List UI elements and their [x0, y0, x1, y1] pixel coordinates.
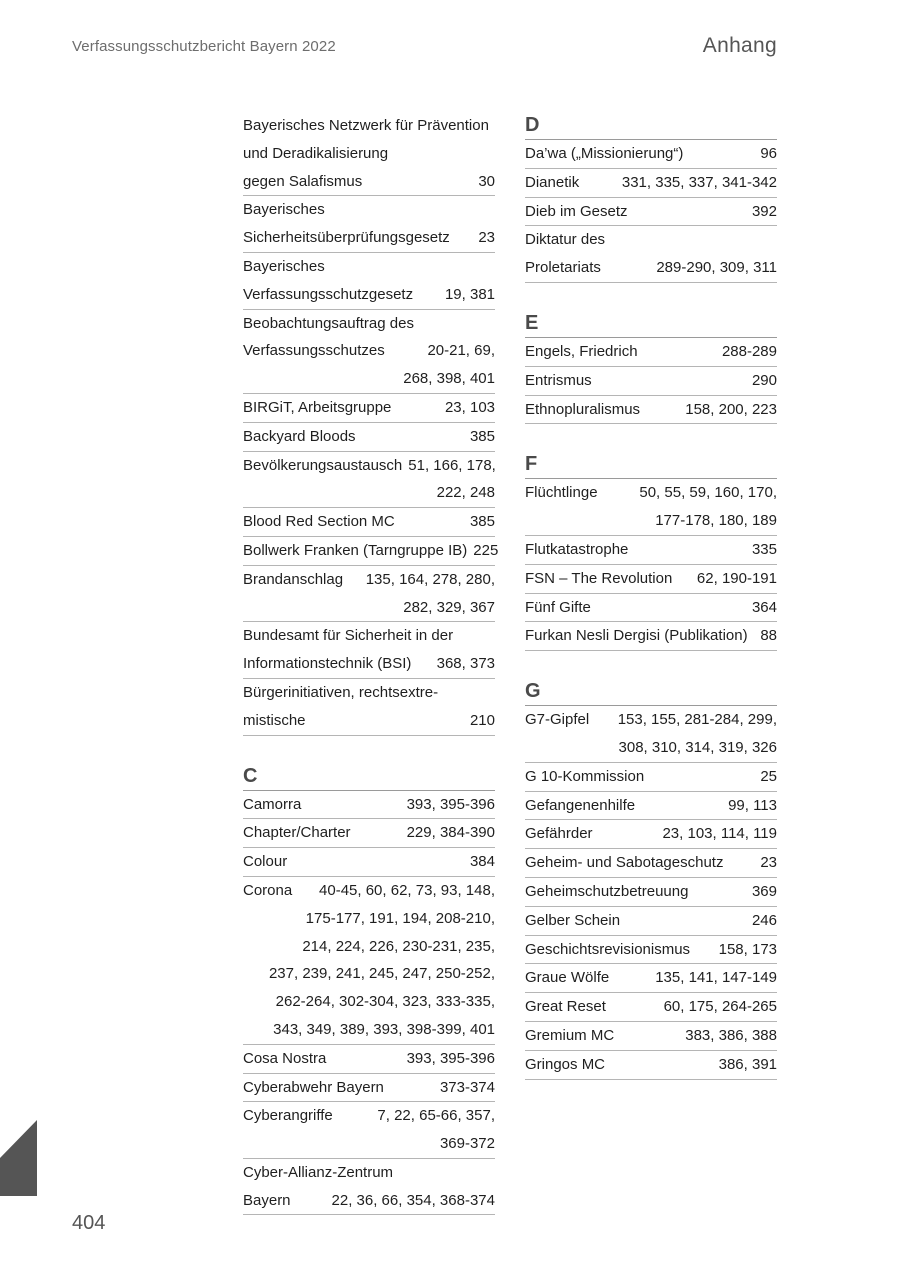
index-entry	[525, 964, 777, 993]
index-entry	[243, 253, 495, 310]
index-term: Informationstechnik (BSI)	[243, 655, 412, 673]
index-entry-line	[243, 1045, 495, 1073]
index-entry-line	[243, 988, 495, 1016]
index-term: Proletariats	[525, 259, 601, 277]
index-page-refs: 23	[760, 854, 777, 872]
index-entry-line	[525, 565, 777, 593]
index-entry	[525, 1051, 777, 1080]
index-term: Dianetik	[525, 173, 580, 191]
index-term: Beobachtungsauftrag des	[243, 314, 414, 332]
index-entry-line	[243, 791, 495, 819]
index-entry-line	[243, 168, 495, 196]
index-entry	[525, 936, 777, 965]
index-entry-line	[243, 594, 495, 622]
index-page-refs: 289-290, 309, 311	[656, 259, 777, 277]
index-term: gegen Salafismus	[243, 172, 363, 190]
index-entry-line	[525, 367, 777, 395]
index-page-refs: 30	[478, 172, 495, 190]
index-entry	[243, 1045, 495, 1074]
index-entry	[525, 820, 777, 849]
index-page-refs: 158, 173	[718, 940, 777, 958]
index-entry	[525, 226, 777, 283]
index-term: Cyberabwehr Bayern	[243, 1078, 384, 1096]
index-entry	[525, 1022, 777, 1051]
index-term: Da’wa („Missionierung“)	[525, 145, 684, 162]
index-page-refs: 343, 349, 389, 393, 398-399, 401	[273, 1020, 495, 1038]
index-entry	[525, 907, 777, 936]
index-entry	[243, 679, 495, 736]
index-term: Cyber-Allianz-Zentrum	[243, 1163, 394, 1181]
index-page-refs: 246	[751, 911, 777, 929]
index-entry-line	[525, 734, 777, 762]
index-entry	[243, 877, 495, 1045]
index-term: Bayerisches	[243, 257, 325, 275]
index-page-refs: 392	[751, 202, 777, 220]
index-entry	[525, 367, 777, 396]
index-page-refs: 40-45, 60, 62, 73, 93, 148,	[319, 881, 495, 899]
index-entry-line	[525, 1022, 777, 1050]
index-page-refs: 373-374	[439, 1078, 495, 1096]
index-entry	[525, 878, 777, 907]
index-page-refs: 153, 155, 281-284, 299,	[617, 711, 777, 729]
index-entry-line	[243, 281, 495, 309]
index-entry-line	[525, 198, 777, 226]
index-page-refs: 385	[469, 513, 495, 531]
index-term: Graue Wölfe	[525, 969, 610, 987]
index-entry-line	[525, 622, 777, 650]
index-column-left	[243, 112, 499, 1215]
index-entry	[243, 394, 495, 423]
index-page-refs: 175-177, 191, 194, 208-210,	[305, 909, 495, 927]
index-entry-line	[243, 337, 495, 365]
index-term: Bayerisches	[243, 201, 325, 219]
index-term: Cosa Nostra	[243, 1049, 327, 1067]
index-entry-line	[243, 196, 495, 224]
index-term: Gringos MC	[525, 1055, 606, 1073]
running-header-title: Verfassungsschutzbericht Bayern 2022	[72, 38, 336, 55]
index-entry-line	[525, 907, 777, 935]
index-term: Bayern	[243, 1191, 291, 1209]
index-term: Flutkatastrophe	[525, 540, 629, 558]
index-entry-line	[525, 706, 777, 734]
index-letter-heading: G	[525, 678, 777, 706]
index-page-refs: 23, 103	[444, 398, 495, 416]
index-page-refs: 282, 329, 367	[403, 598, 495, 616]
index-entry-line	[243, 960, 495, 988]
index-entry	[243, 1074, 495, 1103]
index-term: Bayerisches Netzwerk für Prävention	[243, 117, 489, 134]
index-page-refs: 19, 381	[444, 285, 495, 303]
section-title: Anhang	[702, 34, 777, 57]
index-entry	[243, 1159, 495, 1216]
index-term: Bundesamt für Sicherheit in der	[243, 627, 454, 645]
index-term: Ethnopluralismus	[525, 400, 641, 418]
index-entry-line	[243, 1187, 495, 1215]
index-page-refs: 364	[751, 598, 777, 616]
index-term: Brandanschlag	[243, 570, 344, 588]
index-entry-line	[243, 905, 495, 933]
index-page-refs: 225	[473, 541, 499, 559]
index-entry-line	[243, 537, 499, 565]
index-term: Gefangenenhilfe	[525, 796, 636, 814]
index-entry-line	[525, 507, 777, 535]
index-page-refs: 158, 200, 223	[685, 400, 777, 418]
index-entry	[243, 848, 495, 877]
index-entry-line	[243, 1074, 495, 1102]
index-term: FSN – The Revolution	[525, 569, 673, 587]
index-page-refs: 368, 373	[436, 655, 495, 673]
index-entry-line	[243, 310, 495, 338]
index-entry-line	[243, 679, 495, 707]
index-page-refs: 369-372	[439, 1135, 495, 1153]
index-entry-line	[243, 365, 495, 393]
index-entry-line	[525, 792, 777, 820]
index-page-refs: 135, 141, 147-149	[655, 969, 777, 987]
index-entry-line	[525, 964, 777, 992]
index-entry-line	[525, 338, 777, 366]
index-entry-line	[243, 877, 495, 905]
index-entry	[525, 198, 777, 227]
index-page-refs: 60, 175, 264-265	[663, 998, 777, 1016]
index-term: G 10-Kommission	[525, 767, 645, 785]
index-page-refs: 386, 391	[718, 1055, 777, 1073]
index-entry-line	[525, 140, 777, 168]
index-entry-line	[525, 878, 777, 906]
index-page-refs: 393, 395-396	[406, 1049, 495, 1067]
index-term: Geheimschutzbetreuung	[525, 882, 689, 900]
index-entry-line	[525, 763, 777, 791]
index-term: Fünf Gifte	[525, 598, 591, 616]
index-page-refs: 308, 310, 314, 319, 326	[618, 738, 777, 756]
index-term: Great Reset	[525, 998, 606, 1016]
index-entry-line	[243, 479, 495, 507]
index-entry	[525, 565, 777, 594]
index-term: Gelber Schein	[525, 911, 621, 929]
index-term: Cyberangriffe	[243, 1107, 333, 1125]
index-term: Dieb im Gesetz	[525, 202, 628, 220]
index-page-refs: 22, 36, 66, 354, 368-374	[331, 1191, 495, 1209]
index-entry-line	[243, 140, 495, 168]
index-page-refs: 214, 224, 226, 230-231, 235,	[302, 937, 495, 955]
index-entry	[525, 338, 777, 367]
index-page-refs: 7, 22, 65-66, 357,	[377, 1107, 495, 1125]
index-term: Furkan Nesli Dergisi (Publikation)	[525, 627, 748, 645]
index-entry	[525, 622, 777, 651]
index-page-refs: 290	[751, 371, 777, 389]
index-entry-line	[243, 224, 495, 252]
index-entry-line	[525, 936, 777, 964]
index-entry-line	[525, 169, 777, 197]
index-term: Verfassungsschutzes	[243, 342, 385, 360]
index-entry-line	[243, 1130, 495, 1158]
index-term: Sicherheitsüberprüfungsgesetz	[243, 229, 450, 247]
index-entry-line	[243, 508, 495, 536]
index-page-refs: 384	[469, 853, 495, 871]
index-entry	[525, 536, 777, 565]
index-term: Geschichtsrevisionismus	[525, 940, 691, 958]
index-entry-line	[525, 254, 777, 282]
index-page-refs: 51, 166, 178,	[408, 456, 496, 474]
index-entry-line	[525, 1051, 777, 1079]
index-term: Bürgerinitiativen, rechtsextre-	[243, 683, 439, 701]
index-term: G7-Gipfel	[525, 711, 590, 729]
index-page-refs: 237, 239, 241, 245, 247, 250-252,	[268, 965, 495, 983]
index-entry-line	[243, 933, 495, 961]
index-page-refs: 23	[478, 229, 495, 247]
index-page-refs: 335	[751, 540, 777, 558]
index-entry-line	[243, 423, 495, 451]
index-entry	[243, 423, 495, 452]
index-letter-heading: C	[243, 763, 495, 791]
index-entry	[525, 706, 777, 763]
index-letter-heading: E	[525, 310, 777, 338]
index-page-refs: 62, 190-191	[696, 569, 777, 587]
index-entry-line	[525, 594, 777, 622]
index-entry-line	[525, 993, 777, 1021]
index-term: mistische	[243, 711, 306, 729]
index-page-refs: 50, 55, 59, 160, 170,	[639, 484, 777, 502]
index-entry	[525, 169, 777, 198]
index-page-refs: 25	[760, 767, 777, 785]
index-term: Bevölkerungsaustausch	[243, 456, 403, 474]
index-entry	[243, 819, 495, 848]
index-entry-line	[243, 112, 495, 140]
index-term: Blood Red Section MC	[243, 513, 395, 531]
index-entry-line	[243, 566, 495, 594]
index-column-right	[525, 112, 777, 1080]
index-entry-line	[525, 396, 777, 424]
index-letter-heading: F	[525, 451, 777, 479]
index-entry	[243, 508, 495, 537]
index-page-refs: 369	[751, 882, 777, 900]
index-term: Gefährder	[525, 825, 593, 843]
index-entry	[243, 622, 495, 679]
index-entry-line	[243, 622, 495, 650]
index-entry-line	[243, 707, 495, 735]
index-term: Camorra	[243, 795, 302, 813]
index-entry	[525, 849, 777, 878]
index-term: und Deradikalisierung	[243, 144, 389, 162]
index-entry	[243, 537, 499, 566]
index-entry	[525, 140, 777, 169]
index-entry	[243, 196, 495, 253]
index-entry	[525, 993, 777, 1022]
index-entry-line	[243, 394, 495, 422]
index-entry-line	[243, 452, 495, 480]
index-entry-line	[525, 536, 777, 564]
index-entry-line	[243, 1016, 495, 1044]
index-entry	[525, 594, 777, 623]
index-term: Colour	[243, 853, 288, 871]
index-page-refs: 268, 398, 401	[403, 370, 495, 388]
index-page-refs: 331, 335, 337, 341-342	[621, 173, 777, 191]
index-term: Bollwerk Franken (Tarngruppe IB)	[243, 541, 468, 559]
index-page-refs: 23, 103, 114, 119	[662, 825, 777, 843]
index-entry-line	[243, 650, 495, 678]
index-term: Entrismus	[525, 371, 592, 389]
index-entry-line	[525, 226, 777, 254]
index-page-refs: 222, 248	[436, 484, 495, 502]
index-entry-line	[525, 820, 777, 848]
index-term: Gremium MC	[525, 1026, 615, 1044]
index-page-refs: 383, 386, 388	[685, 1026, 777, 1044]
index-entry-line	[525, 479, 777, 507]
page-corner-marker	[0, 1120, 37, 1196]
index-page-refs: 96	[760, 145, 777, 162]
index-entry-line	[525, 849, 777, 877]
index-page-refs: 385	[469, 427, 495, 445]
index-entry	[243, 791, 495, 820]
index-page-refs: 262-264, 302-304, 323, 333-335,	[275, 993, 495, 1011]
index-term: Chapter/Charter	[243, 824, 351, 842]
index-entry-line	[243, 1102, 495, 1130]
index-page-refs: 177-178, 180, 189	[655, 512, 777, 530]
index-letter-heading: D	[525, 112, 777, 140]
page-number: 404	[72, 1212, 106, 1234]
index-page-refs: 99, 113	[728, 796, 777, 814]
index-entry	[525, 792, 777, 821]
index-entry	[243, 112, 495, 196]
index-page-refs: 393, 395-396	[406, 795, 495, 813]
index-page-refs: 135, 164, 278, 280,	[365, 570, 495, 588]
index-entry-line	[243, 848, 495, 876]
index-term: Geheim- und Sabotageschutz	[525, 854, 724, 872]
index-entry	[525, 396, 777, 425]
index-entry	[525, 479, 777, 536]
index-entry-line	[243, 1159, 495, 1187]
index-term: Backyard Bloods	[243, 427, 356, 445]
index-entry-line	[243, 253, 495, 281]
index-page-refs: 229, 384-390	[406, 824, 495, 842]
index-term: Flüchtlinge	[525, 484, 598, 502]
index-page-refs: 210	[469, 711, 495, 729]
index-term: Verfassungsschutzgesetz	[243, 285, 414, 303]
index-entry	[243, 452, 495, 509]
index-term: Corona	[243, 881, 293, 899]
index-page-refs: 88	[760, 627, 777, 645]
index-term: Engels, Friedrich	[525, 342, 638, 360]
index-entry	[243, 310, 495, 394]
index-entry-line	[243, 819, 495, 847]
index-entry	[243, 1102, 495, 1159]
index-entry	[243, 566, 495, 623]
index-term: Diktatur des	[525, 231, 606, 249]
index-entry	[525, 763, 777, 792]
index-page-refs: 20-21, 69,	[427, 342, 495, 360]
index-page-refs: 288-289	[721, 342, 777, 360]
index-term: BIRGiT, Arbeitsgruppe	[243, 398, 392, 416]
